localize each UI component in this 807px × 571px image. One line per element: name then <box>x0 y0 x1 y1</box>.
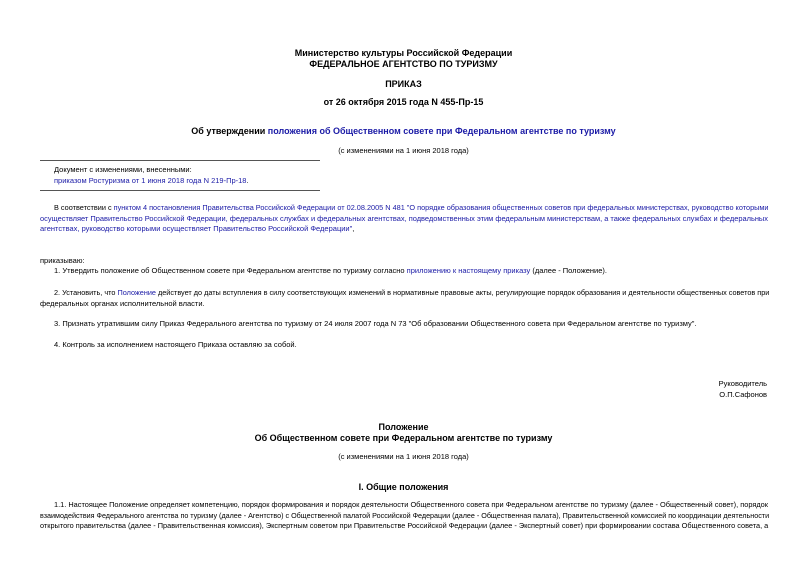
preamble-tail: , <box>352 224 355 233</box>
appendix-amendment-note: (с изменениями на 1 июня 2018 года) <box>338 452 469 461</box>
order-item-1 <box>54 266 607 277</box>
section-heading: I. Общие положения <box>358 482 449 492</box>
item2-tail: действует до даты вступления в силу соответствующих изменений в нормативные правовые акты, регулирующие порядок образования и деятельности общественных советов при <box>155 288 770 297</box>
item1-tail: (далее - Положение). <box>530 266 607 275</box>
amending-order-link[interactable]: приказом Ростуризма от 1 июня 2018 года N 219-Пр-18 <box>54 176 247 185</box>
item1-text: 1. Утвердить положение об Общественном совете при Федеральном агентстве по туризму согласно <box>54 266 407 275</box>
order-item-3: 3. Признать утратившим силу Приказ Федерального агентства по туризму от 24 июля 2007 года N 73 "Об образовании Общественного совета при Федеральном агентстве по туризму". <box>54 319 697 328</box>
preamble-link-line1[interactable]: пунктом 4 постановления Правительства Российской Федерации от 02.08.2005 N 481 "О порядке образования общественных советов при федеральных министерствах, руководство которыми <box>113 203 769 212</box>
amendment-note: (с изменениями на 1 июня 2018 года) <box>338 146 469 155</box>
para1-line2: взаимодействия Федерального агентства по туризму (далее - Агентство) с Общественной палатой Российской Федерации (далее - Общественная палата), Правительственной комиссией по координации деятельности <box>40 511 770 520</box>
title-link[interactable]: положения об Общественном совете при Федеральном агентстве по туризму <box>267 126 616 136</box>
changes-reference <box>54 176 249 186</box>
signature-name: О.П.Сафонов <box>719 390 767 399</box>
document-title <box>0 126 807 136</box>
document-type: ПРИКАЗ <box>385 79 422 89</box>
changes-note: Документ с изменениями, внесенными: <box>54 165 192 174</box>
signature-role: Руководитель <box>718 379 767 388</box>
preamble-intro: В соответствии с <box>54 203 114 212</box>
order-word: приказываю: <box>40 256 85 265</box>
agency-name: ФЕДЕРАЛЬНОЕ АГЕНТСТВО ПО ТУРИЗМУ <box>309 59 498 69</box>
document-date: от 26 октября 2015 года N 455-Пр-15 <box>323 97 484 107</box>
divider-top <box>40 160 320 161</box>
para1-line1: 1.1. Настоящее Положение определяет компетенцию, порядок формирования и порядок деятельности Общественного совета при Федеральном агентстве по туризму (далее - Общественный совет), порядок <box>54 500 768 509</box>
appendix-link[interactable]: приложению к настоящему приказу <box>406 266 531 275</box>
item2-text: 2. Установить, что <box>54 288 118 297</box>
ministry-name: Министерство культуры Российской Федерации <box>294 48 513 58</box>
appendix-subtitle: Об Общественном совете при Федеральном агентстве по туризму <box>254 433 553 443</box>
item2-line2: федеральных органах исполнительной власти. <box>40 298 205 308</box>
title-prefix: Об утверждении <box>191 126 268 136</box>
regulation-link[interactable]: Положение <box>117 288 156 297</box>
order-item-4: 4. Контроль за исполнением настоящего Приказа оставляю за собой. <box>54 340 297 349</box>
preamble-link-line2[interactable]: осуществляет Правительство Российской Федерации, федеральных службах и федеральных агентствах, подведомственных этим федеральным министерствам, а также федеральных службах и федеральных <box>40 213 768 223</box>
para1-line3: открытого правительства (далее - Правительственная комиссия), Экспертным советом при Правительстве Российской Федерации (далее - Экспертный совет) при формировании состава Общественного совета, а <box>40 521 769 530</box>
divider-bottom <box>40 190 320 191</box>
order-item-2 <box>40 288 770 309</box>
appendix-paragraph-1 <box>40 500 770 532</box>
preamble-link-line3[interactable]: агентствах, руководство которыми осуществляет Правительство Российской Федерации" <box>40 224 353 233</box>
preamble <box>40 203 770 235</box>
changes-tail: . <box>246 176 249 185</box>
appendix-title: Положение <box>378 422 429 432</box>
